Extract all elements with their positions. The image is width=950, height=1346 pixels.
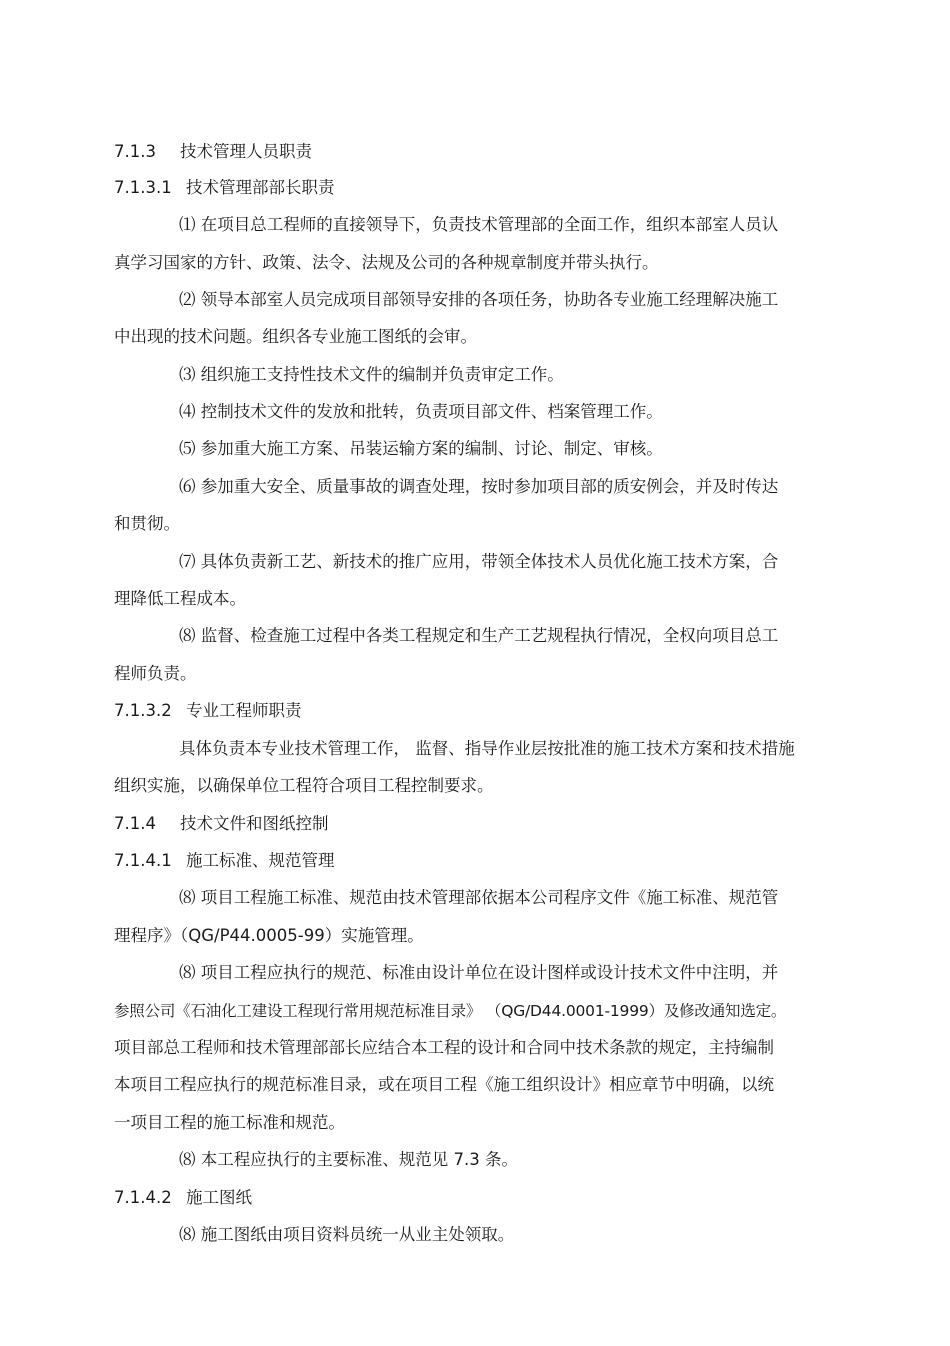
paragraph-line: 组织实施，以确保单位工程符合项目工程控制要求。 <box>114 776 494 795</box>
paragraph-line: 中出现的技术问题。组织各专业施工图纸的会审。 <box>114 327 477 346</box>
paragraph-line: ⑴ 在项目总工程师的直接领导下，负责技术管理部的全面工作，组织本部室人员认 <box>179 215 779 234</box>
paragraph-line: 项目部总工程师和技术管理部部长应结合本工程的设计和合同中技术条款的规定，主持编制 <box>114 1038 774 1057</box>
paragraph-line: ⑶ 组织施工支持性技术文件的编制并负责审定工作。 <box>179 365 564 384</box>
section-heading: 7.1.3 技术管理人员职责 <box>114 142 312 161</box>
paragraph-line: ⑻ 施工图纸由项目资料员统一从业主处领取。 <box>179 1225 515 1244</box>
paragraph-line: ⑷ 控制技术文件的发放和批转，负责项目部文件、档案管理工作。 <box>179 402 663 421</box>
subsection-heading: 7.1.4.1 施工标准、规范管理 <box>114 851 335 870</box>
subsection-heading: 7.1.4.2 施工图纸 <box>114 1188 252 1207</box>
paragraph-line: ⑺ 具体负责新工艺、新技术的推广应用，带领全体技术人员优化施工技术方案，合 <box>179 552 779 571</box>
paragraph-line: 本项目工程应执行的规范标准目录，或在项目工程《施工组织设计》相应章节中明确，以统 <box>114 1075 774 1094</box>
paragraph-line: 理降低工程成本。 <box>114 589 246 608</box>
paragraph-line: 具体负责本专业技术管理工作， 监督、指导作业层按批准的施工技术方案和技术措施 <box>179 739 795 758</box>
paragraph-line: 理程序》（QG/P44.0005-99）实施管理。 <box>114 926 424 945</box>
subsection-heading: 7.1.3.2 专业工程师职责 <box>114 701 302 720</box>
paragraph-line: 真学习国家的方针、政策、法令、法规及公司的各种规章制度并带头执行。 <box>114 253 659 272</box>
paragraph-line: 参照公司《石油化工建设工程现行常用规范标准目录》 （QG/D44.0001-1999）及修改通知选定。 <box>114 1002 787 1020</box>
paragraph-line: ⑻ 项目工程应执行的规范、标准由设计单位在设计图样或设计技术文件中注明，并 <box>179 963 779 982</box>
section-heading: 7.1.4 技术文件和图纸控制 <box>114 814 329 833</box>
paragraph-line: ⑹ 参加重大安全、质量事故的调查处理，按时参加项目部的质安例会，并及时传达 <box>179 477 779 496</box>
paragraph-line: 和贯彻。 <box>114 514 180 533</box>
paragraph-line: ⑻ 项目工程施工标准、规范由技术管理部依据本公司程序文件《施工标准、规范管 <box>179 888 779 907</box>
paragraph-line: ⑵ 领导本部室人员完成项目部领导安排的各项任务，协助各专业施工经理解决施工 <box>179 290 779 309</box>
paragraph-line: ⑻ 监督、检查施工过程中各类工程规定和生产工艺规程执行情况，全权向项目总工 <box>179 626 779 645</box>
paragraph-line: ⑻ 本工程应执行的主要标准、规范见 7.3 条。 <box>179 1150 518 1169</box>
paragraph-line: 程师负责。 <box>114 664 197 683</box>
paragraph-line: 一项目工程的施工标准和规范。 <box>114 1113 345 1132</box>
subsection-heading: 7.1.3.1 技术管理部部长职责 <box>114 178 335 197</box>
paragraph-line: ⑸ 参加重大施工方案、吊装运输方案的编制、讨论、制定、审核。 <box>179 439 663 458</box>
